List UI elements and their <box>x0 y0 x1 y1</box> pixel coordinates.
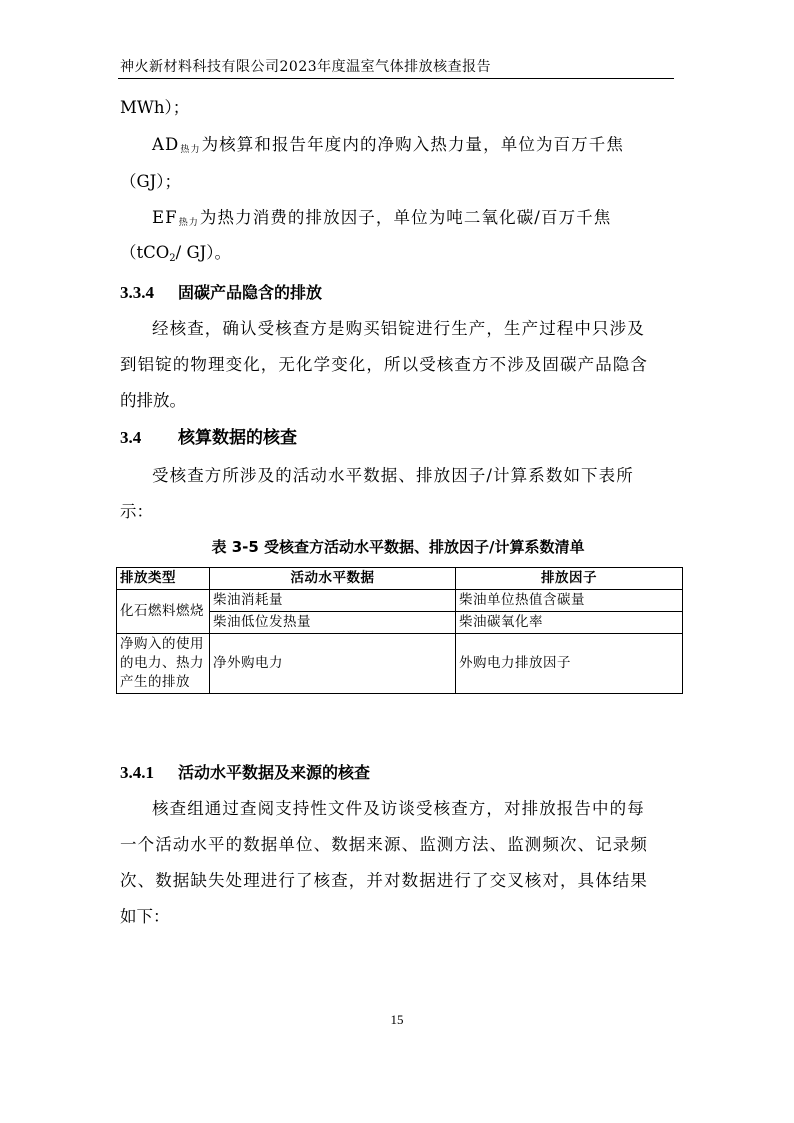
section-number: 3.4.1 <box>120 763 154 782</box>
paragraph-line: 次、数据缺失处理进行了核查，并对数据进行了交叉核对，具体结果 <box>120 871 648 890</box>
paragraph-line: 受核查方所涉及的活动水平数据、排放因子/计算系数如下表所 <box>152 466 634 485</box>
ef-unit-part1: （tCO <box>120 243 170 262</box>
ef-unit-subscript: 2 <box>169 253 176 264</box>
formula-note-line1: MWh）； <box>120 98 190 117</box>
section-heading-3-4 <box>120 427 297 449</box>
formula-note-ad <box>152 133 708 162</box>
table-cell: 柴油低位发热量 <box>210 612 456 634</box>
section-number: 3.3.4 <box>120 283 154 302</box>
table-cell: 净外购电力 <box>210 634 456 694</box>
ef-subscript: 热力 <box>178 218 199 228</box>
section-number: 3.4 <box>120 428 142 447</box>
table-row <box>117 590 683 612</box>
table-header-cell: 排放类型 <box>117 568 210 590</box>
table-cell: 外购电力排放因子 <box>456 634 683 694</box>
paragraph-line: 到铝锭的物理变化，无化学变化，所以受核查方不涉及固碳产品隐含 <box>120 355 648 374</box>
section-title: 活动水平数据及来源的核查 <box>178 763 371 782</box>
table-cell-emission-type: 净购入的使用的电力、热力产生的排放 <box>117 634 210 694</box>
formula-note-ef-unit <box>120 241 676 271</box>
table-cell: 柴油单位热值含碳量 <box>456 590 683 612</box>
ef-unit-part2: / GJ）。 <box>175 243 232 262</box>
page-header: 神火新材料科技有限公司2023年度温室气体排放核查报告 <box>120 59 492 75</box>
formula-note-ef <box>152 206 708 235</box>
table-cell-emission-type: 化石燃料燃烧 <box>117 590 210 634</box>
table-caption: 表 3-5 受核查方活动水平数据、排放因子/计算系数清单 <box>211 538 585 556</box>
paragraph-line: 经核查，确认受核查方是购买铝锭进行生产，生产过程中只涉及 <box>152 319 645 338</box>
section-title: 核算数据的核查 <box>178 428 297 448</box>
ad-subscript: 热力 <box>180 145 201 155</box>
ef-symbol: EF <box>152 208 178 227</box>
section-heading-3-4-1 <box>120 762 370 784</box>
header-rule <box>118 78 674 79</box>
paragraph-line: 如下： <box>120 907 170 926</box>
table-header-row <box>117 568 683 590</box>
section-heading-3-3-4 <box>120 282 322 304</box>
ad-symbol: AD <box>152 135 180 154</box>
ef-description: 为热力消费的排放因子，单位为吨二氧化碳/百万千焦 <box>199 208 612 227</box>
table-header-cell: 排放因子 <box>456 568 683 590</box>
table-cell: 柴油消耗量 <box>210 590 456 612</box>
paragraph-line: 的排放。 <box>120 391 186 410</box>
emission-data-table <box>116 567 683 694</box>
ad-description: 为核算和报告年度内的净购入热力量，单位为百万千焦 <box>201 135 624 154</box>
paragraph-line: 示： <box>120 502 153 521</box>
section-title: 固碳产品隐含的排放 <box>178 283 323 302</box>
page-number: 15 <box>390 1012 404 1027</box>
table-header-cell: 活动水平数据 <box>210 568 456 590</box>
paragraph-line: 一个活动水平的数据单位、数据来源、监测方法、监测频次、记录频 <box>120 835 648 854</box>
table-cell: 柴油碳氧化率 <box>456 612 683 634</box>
paragraph-line: 核查组通过查阅支持性文件及访谈受核查方，对排放报告中的每 <box>152 799 645 818</box>
formula-note-ad-unit: （GJ）； <box>120 172 182 191</box>
table-row <box>117 634 683 694</box>
